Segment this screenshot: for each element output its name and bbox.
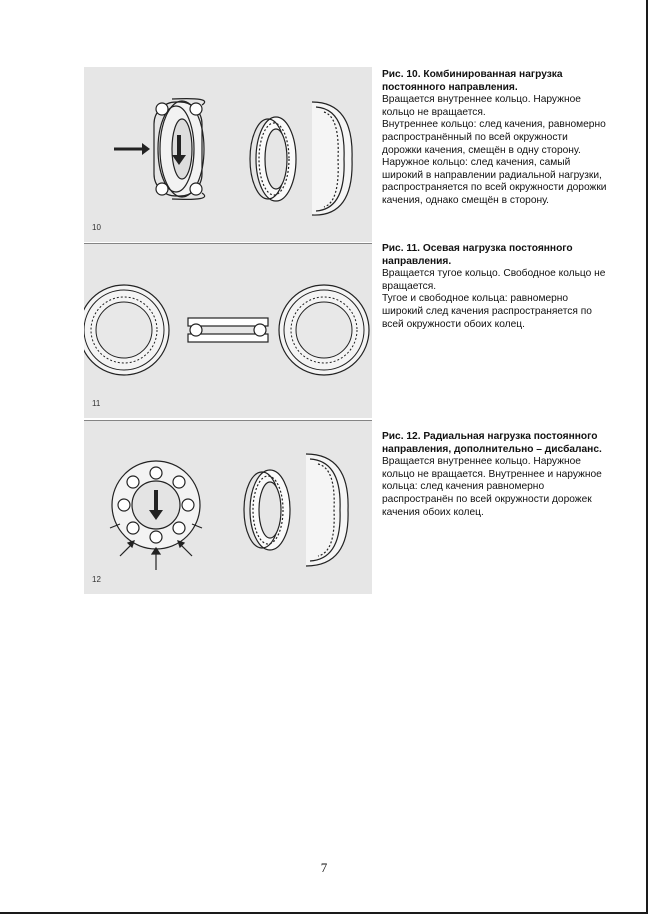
figure-11-number: 11 <box>92 399 101 408</box>
figure-12-title: Рис. 12. Радиальная нагрузка постоянного направления, дополнительно – дисбаланс. <box>382 431 602 455</box>
figure-11-text-1: Вращается тугое кольцо. Свободное кольцо не вращается. <box>382 268 606 292</box>
figure-10-panel <box>84 67 372 242</box>
figure-11-title: Рис. 11. Осевая нагрузка постоянного направления. <box>382 243 573 267</box>
figure-12-number: 12 <box>92 575 101 584</box>
figure-10-text-3: Наружное кольцо: след качения, самый широкий в направлении радиальной нагрузки, распространяется по всей окружности дорожки качения, однако смещён в сторону. <box>382 157 607 206</box>
figure-12-illustration <box>84 420 372 594</box>
page-number: 7 <box>320 860 328 875</box>
figure-11-text-2: Тугое и свободное кольца: равномерно широкий след качения распространяется по всей окружности обоих колец. <box>382 293 592 330</box>
figure-11-panel <box>84 243 372 418</box>
figure-12-text-1: Вращается внутреннее кольцо. Наружное кольцо не вращается. Внутреннее и наружное кольца: след качения равномерно распространён по всей окружности дорожек качения обоих колец. <box>382 456 602 518</box>
figure-11-illustration <box>84 243 372 418</box>
figure-10-title: Рис. 10. Комбинированная нагрузка постоянного направления. <box>382 69 563 93</box>
figure-10-text-2: Внутреннее кольцо: след качения, равномерно распространённый по всей окружности дорожки качения, смещён в одну сторону. <box>382 119 606 156</box>
figure-10-number: 10 <box>92 223 101 232</box>
figure-11-caption <box>382 243 607 331</box>
figure-12-caption <box>382 431 607 519</box>
figure-10-illustration <box>84 67 372 242</box>
figure-12-panel <box>84 420 372 594</box>
figure-10-text-1: Вращается внутреннее кольцо. Наружное кольцо не вращается. <box>382 94 581 118</box>
figure-10-caption <box>382 69 607 208</box>
